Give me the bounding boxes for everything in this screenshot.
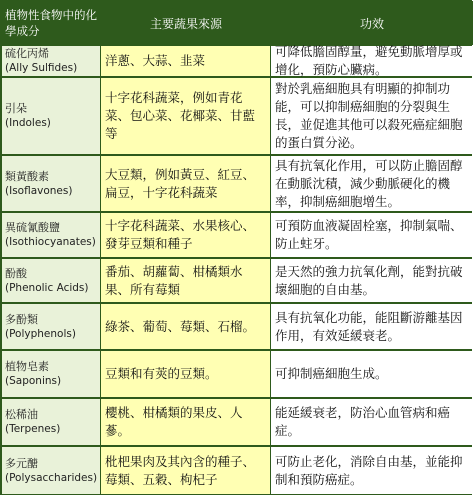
table-header xyxy=(1,1,473,45)
effect-cell xyxy=(271,351,472,397)
source-cell xyxy=(101,156,270,211)
source-text: 枇杷果肉及其內含的種子、莓類、五穀、枸杞子 xyxy=(105,453,256,487)
source-text: 十字花科蔬菜，例如青花菜、包心菜、花椰菜、甘藍等 xyxy=(105,90,256,141)
source-text: 十字花科蔬菜、水果核心、發芽豆類和種子 xyxy=(105,218,256,251)
effect-cell xyxy=(271,46,472,76)
effect-cell xyxy=(271,399,472,445)
chemical-name-en: (Isothiocyanates) xyxy=(5,236,96,248)
chemical-name-en: (Polyphenols) xyxy=(5,327,76,340)
source-cell xyxy=(101,447,270,494)
table-row xyxy=(1,77,473,155)
chemical-cell xyxy=(2,213,100,257)
effect-text: 可降低膽固醇量，避免動脈增厚或增化，預防心臟病。 xyxy=(275,44,463,77)
chemical-cell xyxy=(2,156,100,211)
chemical-cell xyxy=(2,259,100,302)
source-cell xyxy=(101,46,270,76)
table-row xyxy=(1,212,473,258)
header-chemical: 植物性食物中的化學成分 xyxy=(5,8,97,38)
chemical-name-cn: 引朵 xyxy=(5,102,27,115)
source-text: 豆類和有莢的豆類。 xyxy=(105,366,218,381)
chemical-name-en: (Terpenes) xyxy=(5,423,61,435)
effect-cell xyxy=(271,156,472,211)
source-text: 番茄、胡蘿蔔、柑橘類水果、所有莓類 xyxy=(105,263,243,297)
chemical-cell xyxy=(2,351,100,397)
chemical-name-cn: 酚酸 xyxy=(5,266,27,280)
chemical-name-cn: 類黃酸素 xyxy=(5,169,49,183)
source-cell xyxy=(101,304,270,349)
source-cell xyxy=(101,351,270,397)
chemical-name-cn: 硫化丙烯 xyxy=(5,47,49,60)
chemical-name-en: (Ally Sulfides) xyxy=(5,62,78,74)
chemical-name-en: (Indoles) xyxy=(5,117,51,129)
chemical-cell xyxy=(2,447,100,494)
chemical-cell xyxy=(2,78,100,154)
header-source: 主要蔬果來源 xyxy=(149,16,222,31)
effect-text: 可抑制癌細胞生成。 xyxy=(275,366,388,381)
effect-text: 是天然的強力抗氧化劑，能對抗破壞細胞的自由基。 xyxy=(275,263,463,297)
chemical-name-cn: 多酚類 xyxy=(5,312,38,326)
table-row xyxy=(1,303,473,350)
chemical-name-cn: 異硫氰酸鹽 xyxy=(5,221,60,234)
table-row xyxy=(1,446,473,495)
chemical-cell xyxy=(2,304,100,349)
effect-text: 可預防血液凝固栓塞，抑制氣喘、防止蛀牙。 xyxy=(275,218,463,251)
chemical-name-en: (Polysaccharides) xyxy=(5,471,98,484)
effect-cell xyxy=(271,213,472,257)
header-effect: 功效 xyxy=(359,16,384,31)
chemical-cell xyxy=(2,399,100,445)
table-row xyxy=(1,398,473,446)
source-text: 大豆類，例如黃豆、紅豆、扁豆，十字花科蔬菜 xyxy=(105,166,256,200)
chemical-name-cn: 多元醣 xyxy=(5,456,38,470)
effect-text: 對於乳癌細胞具有明顯的抑制功能，可以抑制癌細胞的分裂與生長，並促進其他可以殺死癌症細胞的蛋白質分泌。 xyxy=(275,81,463,150)
effect-cell xyxy=(271,259,472,302)
chemical-name-en: (Phenolic Acids) xyxy=(5,281,89,294)
chemical-name-cn: 植物皂素 xyxy=(5,360,49,373)
table-row xyxy=(1,155,473,212)
source-cell xyxy=(101,399,270,445)
chemical-name-en: (Saponins) xyxy=(5,375,62,387)
table-row xyxy=(1,258,473,303)
effect-text: 具有抗氧化作用，可以防止膽固醇在動脈沈積，減少動脈硬化的機率，抑制癌細胞增生。 xyxy=(275,157,463,209)
chemical-name-cn: 松稀油 xyxy=(5,408,38,421)
effect-text: 能延緩衰老，防治心血管病和癌症。 xyxy=(275,405,451,438)
effect-text: 具有抗氧化功能，能阻斷游離基因作用，有效延緩衰老。 xyxy=(275,309,463,343)
source-text: 綠茶、葡萄、莓類、石榴。 xyxy=(105,318,256,334)
source-text: 洋蔥、大蒜、韭菜 xyxy=(105,53,206,68)
source-text: 櫻桃、柑橘類的果皮、人蔘。 xyxy=(105,405,243,438)
source-cell xyxy=(101,78,270,154)
effect-cell xyxy=(271,447,472,494)
effect-cell xyxy=(271,78,472,154)
effect-cell xyxy=(271,304,472,349)
table-row xyxy=(1,350,473,398)
table-row xyxy=(1,45,473,77)
chemical-name-en: (Isoflavones) xyxy=(5,184,73,197)
chemical-cell xyxy=(2,46,100,76)
source-cell xyxy=(101,259,270,302)
source-cell xyxy=(101,213,270,257)
effect-text: 可防止老化，消除自由基，並能抑制和預防癌症。 xyxy=(275,453,463,487)
